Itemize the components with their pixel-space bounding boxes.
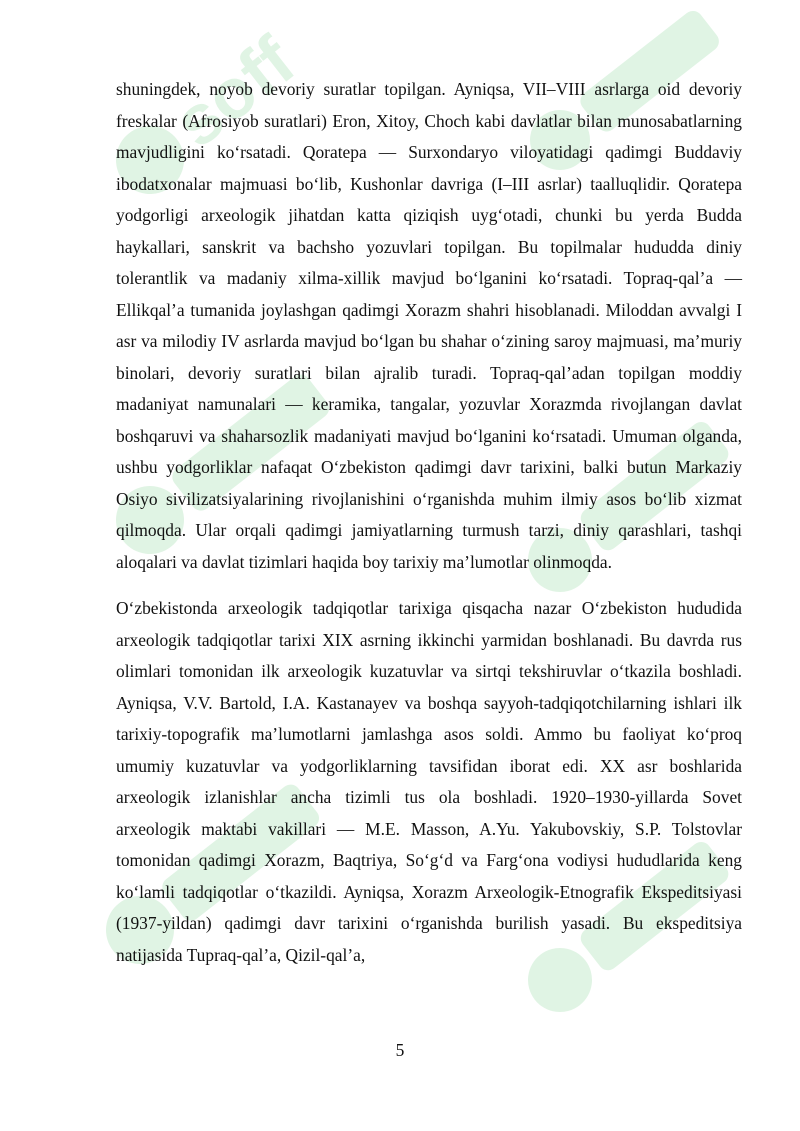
paragraph-archaeological-sites: shuningdek, noyob devoriy suratlar topilgan. Ayniqsa, VII–VIII asrlarga oid devoriy freskalar (Afrosiyob suratlari) Eron, Xitoy, Choch kabi davlatlar bilan munosabatlarning mavjudligini ko‘rsatadi. Qoratepa — Surxondaryo viloyatidagi qadimgi Buddaviy ibodatxonalar majmuasi bo‘lib, Kushonlar davriga (I–III asrlar) taalluqlidir. Qoratepa yodgorligi arxeologik jihatdan katta qiziqish uyg‘otadi, chunki bu yerda Budda haykallari, sanskrit va bachsho yozuvlari topilgan. Bu topilmalar hududda diniy tolerantlik va madaniy xilma-xillik mavjud bo‘lganini ko‘rsatadi. Topraq-qal’a — Ellikqal’a tumanida joylashgan qadimgi Xorazm shahri hisoblanadi. Miloddan avvalgi I asr va milodiy IV asrlarda mavjud bo‘lgan bu shahar o‘zining saroy majmuasi, ma’muriy binolari, devoriy suratlari bilan ajralib turadi. Topraq-qal’adan topilgan moddiy madaniyat namunalari — keramika, tangalar, yozuvlar Xorazmda rivojlangan davlat boshqaruvi va shaharsozlik madaniyati mavjud bo‘lganini ko‘rsatadi. Umuman olganda, ushbu yodgorliklar nafaqat O‘zbekiston qadimgi davr tarixini, balki butun Markaziy Osiyo sivilizatsiyalarining rivojlanishini o‘rganishda muhim ilmiy asos bo‘lib xizmat qilmoqda. Ular orqali qadimgi jamiyatlarning turmush tarzi, diniy qarashlari, tashqi aloqalari va davlat tizimlari haqida boy tarixiy ma’lumotlar olinmoqda. (116, 79, 742, 572)
page-number: 5 (395, 1040, 405, 1060)
watermark-text: soff (159, 21, 309, 163)
page-body (116, 74, 742, 971)
paragraph-research-history: O‘zbekistonda arxeologik tadqiqotlar tarixiga qisqacha nazar O‘zbekiston hududida arxeologik tadqiqotlar tarixi XIX asrning ikkinchi yarmidan boshlanadi. Bu davrda rus olimlari tomonidan ilk arxeologik kuzatuvlar va sirtqi tekshiruvlar o‘tkazila boshladi. Ayniqsa, V.V. Bartold, I.A. Kastanayev va boshqa sayyoh-tadqiqotchilarning ishlari ilk tarixiy-topografik ma’lumotlarni jamlashga asos soldi. Ammo bu faoliyat ko‘proq umumiy kuzatuvlar va yodgorliklarning tavsifidan iborat edi. XX asr boshlarida arxeologik izlanishlar ancha tizimli tus ola boshladi. 1920–1930-yillarda Sovet arxeologik maktabi vakillari — M.E. Masson, A.Yu. Yakubovskiy, S.P. Tolstovlar tomonidan qadimgi Xorazm, Baqtriya, So‘g‘d va Farg‘ona vodiysi hududlarida keng ko‘lamli tadqiqotlar o‘tkazildi. Ayniqsa, Xorazm Arxeologik-Etnografik Ekspeditsiyasi (1937-yildan) qadimgi davr tarixini o‘rganishda burilish yasadi. Bu ekspeditsiya natijasida Tupraq-qal’a, Qizil-qal’a, (116, 598, 742, 965)
